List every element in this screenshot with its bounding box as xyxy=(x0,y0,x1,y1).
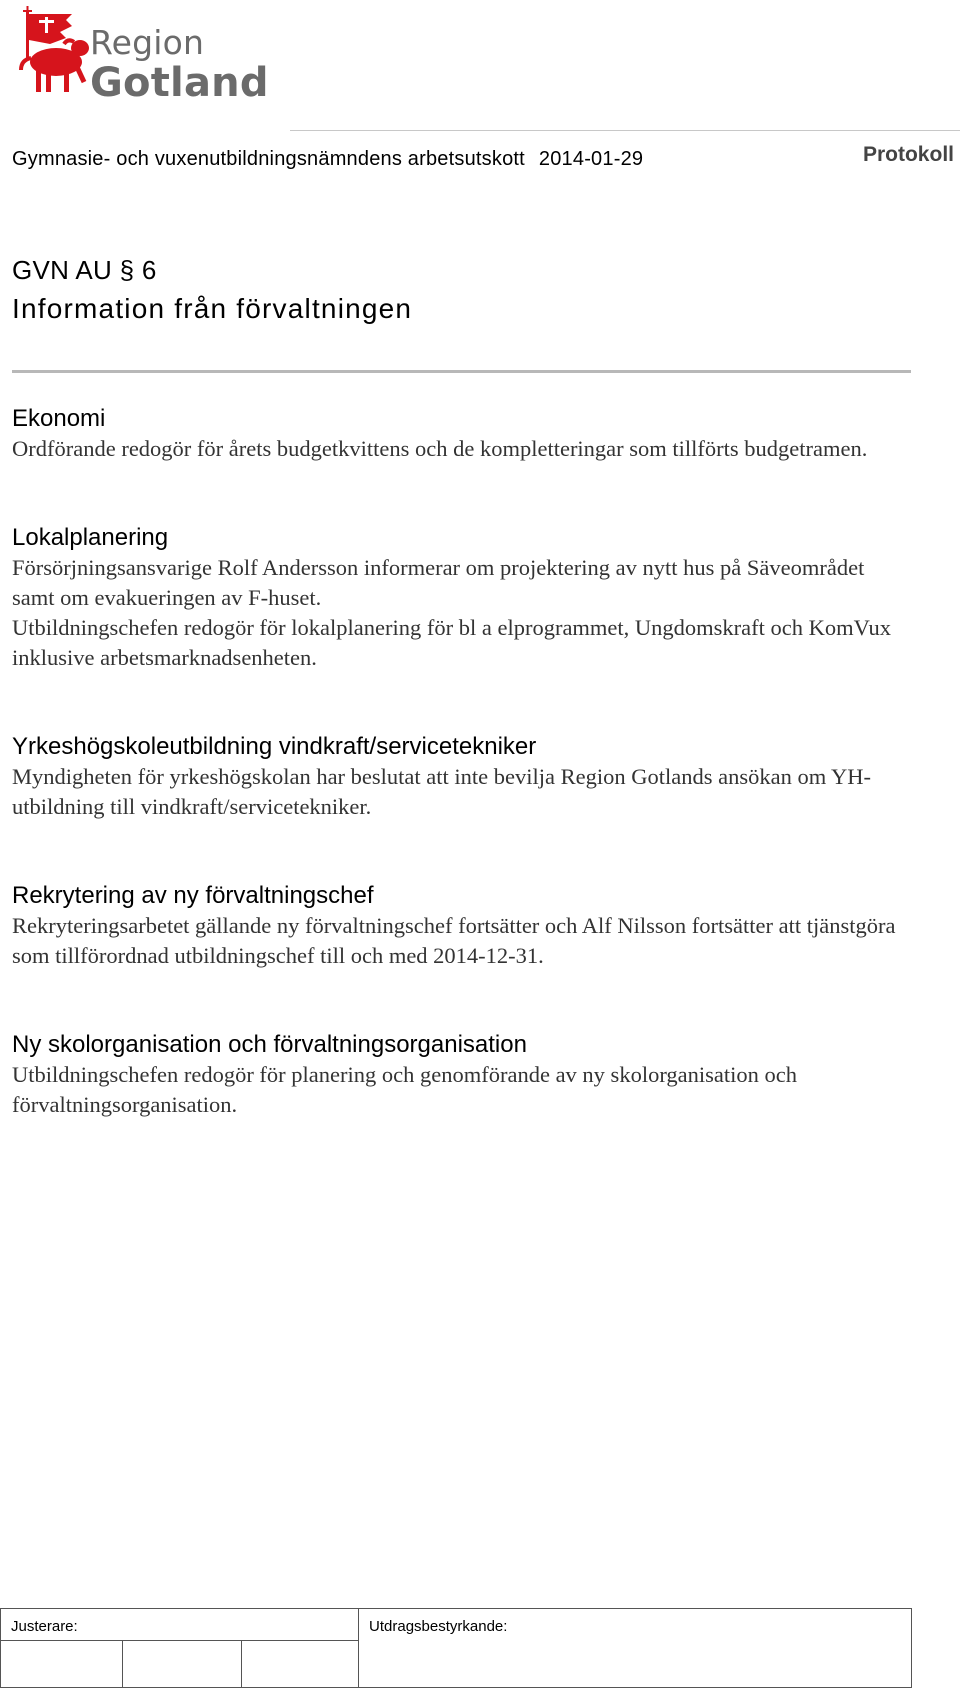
paragraph-title: Information från förvaltningen xyxy=(12,293,413,324)
section-text: Utbildningschefen redogör för planering och genomförande av ny skolorganisation och förvaltningsorganisation. xyxy=(12,1062,797,1117)
section-heading: Yrkeshögskoleutbildning vindkraft/servicetekniker xyxy=(12,733,537,760)
region-gotland-logo xyxy=(14,6,269,106)
signature-box xyxy=(242,1641,359,1688)
adjusters-label: Justerare: xyxy=(1,1609,359,1641)
paragraph-number: GVN AU § 6 xyxy=(12,255,157,285)
section-text: Rekryteringsarbetet gällande ny förvaltningschef fortsätter och Alf Nilsson fortsätter att tjänstgöra som tillförordnad utbildningschef till och med 2014-12-31. xyxy=(12,913,896,968)
section-text: Försörjningsansvarige Rolf Andersson informerar om projektering av nytt hus på Säveområdet samt om evakueringen av F-huset. xyxy=(12,555,865,610)
section-yrkeshogskola xyxy=(12,732,912,822)
committee-name: Gymnasie- och vuxenutbildningsnämndens arbetsutskott xyxy=(12,148,525,170)
section-heading: Ekonomi xyxy=(12,405,106,432)
signature-table xyxy=(0,1608,912,1688)
logo-region-text: Region xyxy=(90,23,205,62)
signature-box xyxy=(123,1641,242,1688)
signature-box xyxy=(1,1641,123,1688)
document-type: Protokoll xyxy=(862,143,954,166)
lamb-emblem-icon xyxy=(14,6,94,96)
header-divider xyxy=(290,130,960,131)
section-text: Utbildningschefen redogör för lokalplanering för bl a elprogrammet, Ungdomskraft och KomVux inklusive arbetsmarknadsenheten. xyxy=(12,615,892,670)
section-heading: Rekrytering av ny förvaltningschef xyxy=(12,882,374,909)
section-text: Ordförande redogör för årets budgetkvittens och de kompletteringar som tillförts budgetramen. xyxy=(12,436,868,461)
section-skolorganisation xyxy=(12,1030,912,1120)
section-lokalplanering xyxy=(12,523,912,673)
minutes-body xyxy=(12,404,912,1179)
logo-gotland-text: Gotland xyxy=(90,60,269,106)
section-heading: Lokalplanering xyxy=(12,524,169,551)
section-text: Myndigheten för yrkeshögskolan har beslutat att inte bevilja Region Gotlands ansökan om YH-utbildning till vindkraft/servicetekniker. xyxy=(12,764,871,819)
section-heading: Ny skolorganisation och förvaltningsorganisation xyxy=(12,1031,527,1058)
logo-wordmark xyxy=(90,23,269,106)
meeting-date: 2014-01-29 xyxy=(538,148,644,170)
meeting-header xyxy=(12,148,643,171)
excerpt-certification-label: Utdragsbestyrkande: xyxy=(359,1609,912,1688)
section-ekonomi xyxy=(12,404,912,464)
section-rekrytering xyxy=(12,881,912,971)
title-divider xyxy=(12,370,911,373)
